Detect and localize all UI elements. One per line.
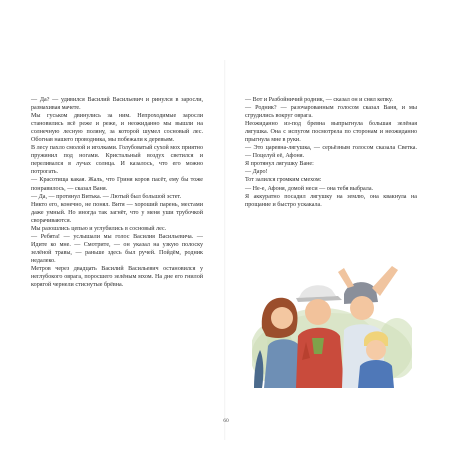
left-paragraph-4: — Красотища какая. Жаль, что Гриня коров пасёт, ему бы тоже понравилось, — сказал Ваня.	[31, 177, 203, 192]
right-paragraph-7: Тот залился громким смехом:	[245, 177, 322, 184]
left-paragraph-1: — Да? — удивился Василий Васильевич и ринулся в заросли, размахивая мачете.	[31, 97, 203, 112]
left-paragraph-2: Мы гуськом двинулись за ним. Непроходимые заросли становились всё реже и реже, и неожиданно мы вышли на солнечную лесную поляну, за которой шумел сосновый лес. Обогнав нашего проводника, мы побежали к деревьям.	[31, 113, 203, 144]
page-number: 60	[223, 418, 229, 424]
right-paragraph-3: Неожиданно из-под бревна выпрыгнула большая зелёная лягушка. Она с испугом посмотрела по сторонам и неожиданно прыгнула мне в руки.	[245, 121, 417, 144]
right-paragraph-6: — Даро!	[245, 169, 268, 176]
right-paragraph-4: — Это царевна-лягушка, — серьёзным голосом сказала Светка. — Поцелуй её, Афоня.	[245, 145, 417, 160]
page-gutter	[224, 60, 226, 440]
right-paragraph-2: — Родник? — разочарованным голосом сказал Ваня, и мы сгрудились вокруг оврага.	[245, 105, 417, 120]
left-paragraph-7: Мы разошлись цепью и углубились в сосновый лес.	[31, 225, 167, 232]
left-paragraph-6: Никто его, конечно, не понял. Витя — хороший парень, местами даже умный. Но иногда так загнёт, что у меня уши трубочкой сворачиваются.	[31, 201, 203, 224]
right-paragraph-9: Я аккуратно посадил лягушку на землю, она квакнула на прощание и быстро ускакала.	[245, 193, 417, 208]
right-paragraph-8: — Не-е, Афоня, домой неси — она тебя выбрала.	[245, 185, 374, 192]
left-page	[31, 96, 203, 416]
left-paragraph-3: В лесу пахло смолой и иголками. Голубоватый сухой мох приятно пружинил под ногами. Кристальный воздух светился и переливался в лучах солнца. И казалось, что его можно потрогать.	[31, 145, 203, 176]
left-paragraph-8: — Ребята! — услышали мы голос Василия Васильевича. — Идите ко мне. — Смотрите, — он указал на узкую полоску зелёной травы, — раньше здесь был ручей. Пойдём, родник недалеко.	[31, 233, 203, 264]
left-paragraph-9: Метров через двадцать Василий Васильевич остановился у неглубокого оврага, поросшего зелёным мхом. На дне его гнилой корягой чернели стиснутые брёвна.	[31, 265, 203, 289]
right-paragraph-5: Я протянул лягушку Ване:	[245, 161, 314, 168]
left-paragraph-5: — Да, — протянул Витька. — Лютый был большой эстет.	[31, 193, 182, 200]
boy-cap-figure	[296, 285, 344, 388]
right-paragraph-1: — Вот и Разбойничий родник, — сказал он и снял кепку.	[245, 97, 393, 103]
children-illustration	[252, 258, 412, 388]
